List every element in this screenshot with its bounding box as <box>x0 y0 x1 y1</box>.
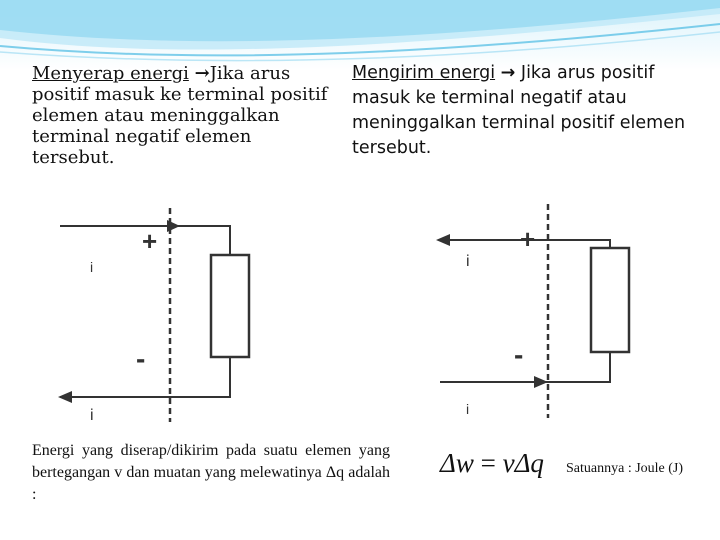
current-arrow-out-icon <box>58 391 72 403</box>
arrow-right-icon: → <box>500 63 516 83</box>
unit-note: Satuannya : Joule (J) <box>566 461 684 476</box>
header-banner <box>0 0 720 70</box>
current-arrow-in-icon <box>167 220 180 232</box>
absorb-energy-heading <box>32 63 332 168</box>
plus-terminal-label: + <box>520 224 536 254</box>
energy-description-paragraph: Energi yang diserap/dikirim pada suatu elemen yang bertegangan v dan muatan yang melewatinya Δq adalah : <box>32 442 390 503</box>
minus-terminal-label: - <box>136 343 146 374</box>
absorb-energy-title: Menyerap energi <box>32 63 189 84</box>
current-label-top: i <box>466 253 470 270</box>
send-energy-description: Jika arus positif masuk ke terminal negatif atau meninggalkan terminal positif elemen tersebut. <box>352 63 686 158</box>
circuit-element <box>211 255 249 357</box>
absorbing-element-diagram <box>50 200 270 430</box>
sending-element-diagram <box>430 196 650 426</box>
send-energy-title: Mengirim energi <box>352 63 496 83</box>
minus-terminal-label: - <box>514 339 524 370</box>
plus-terminal-label: + <box>142 226 158 256</box>
current-label-top: i <box>90 259 94 275</box>
current-arrow-out-icon <box>436 234 450 246</box>
current-label-bottom: i <box>466 401 470 417</box>
current-label-bottom: i <box>90 407 94 424</box>
circuit-element <box>591 248 629 352</box>
current-arrow-in-icon <box>534 376 548 388</box>
formula-lhs: Δw <box>440 448 474 478</box>
absorb-energy-description: Jika arus positif masuk ke terminal positif elemen atau meninggalkan terminal negatif elemen tersebut. <box>32 63 328 168</box>
send-energy-heading <box>352 61 702 161</box>
formula-rhs: vΔq <box>502 448 544 478</box>
formula-equals: = <box>480 448 496 478</box>
arrow-right-icon: → <box>194 63 210 84</box>
bottom-wire <box>440 352 610 382</box>
energy-formula <box>440 448 544 479</box>
